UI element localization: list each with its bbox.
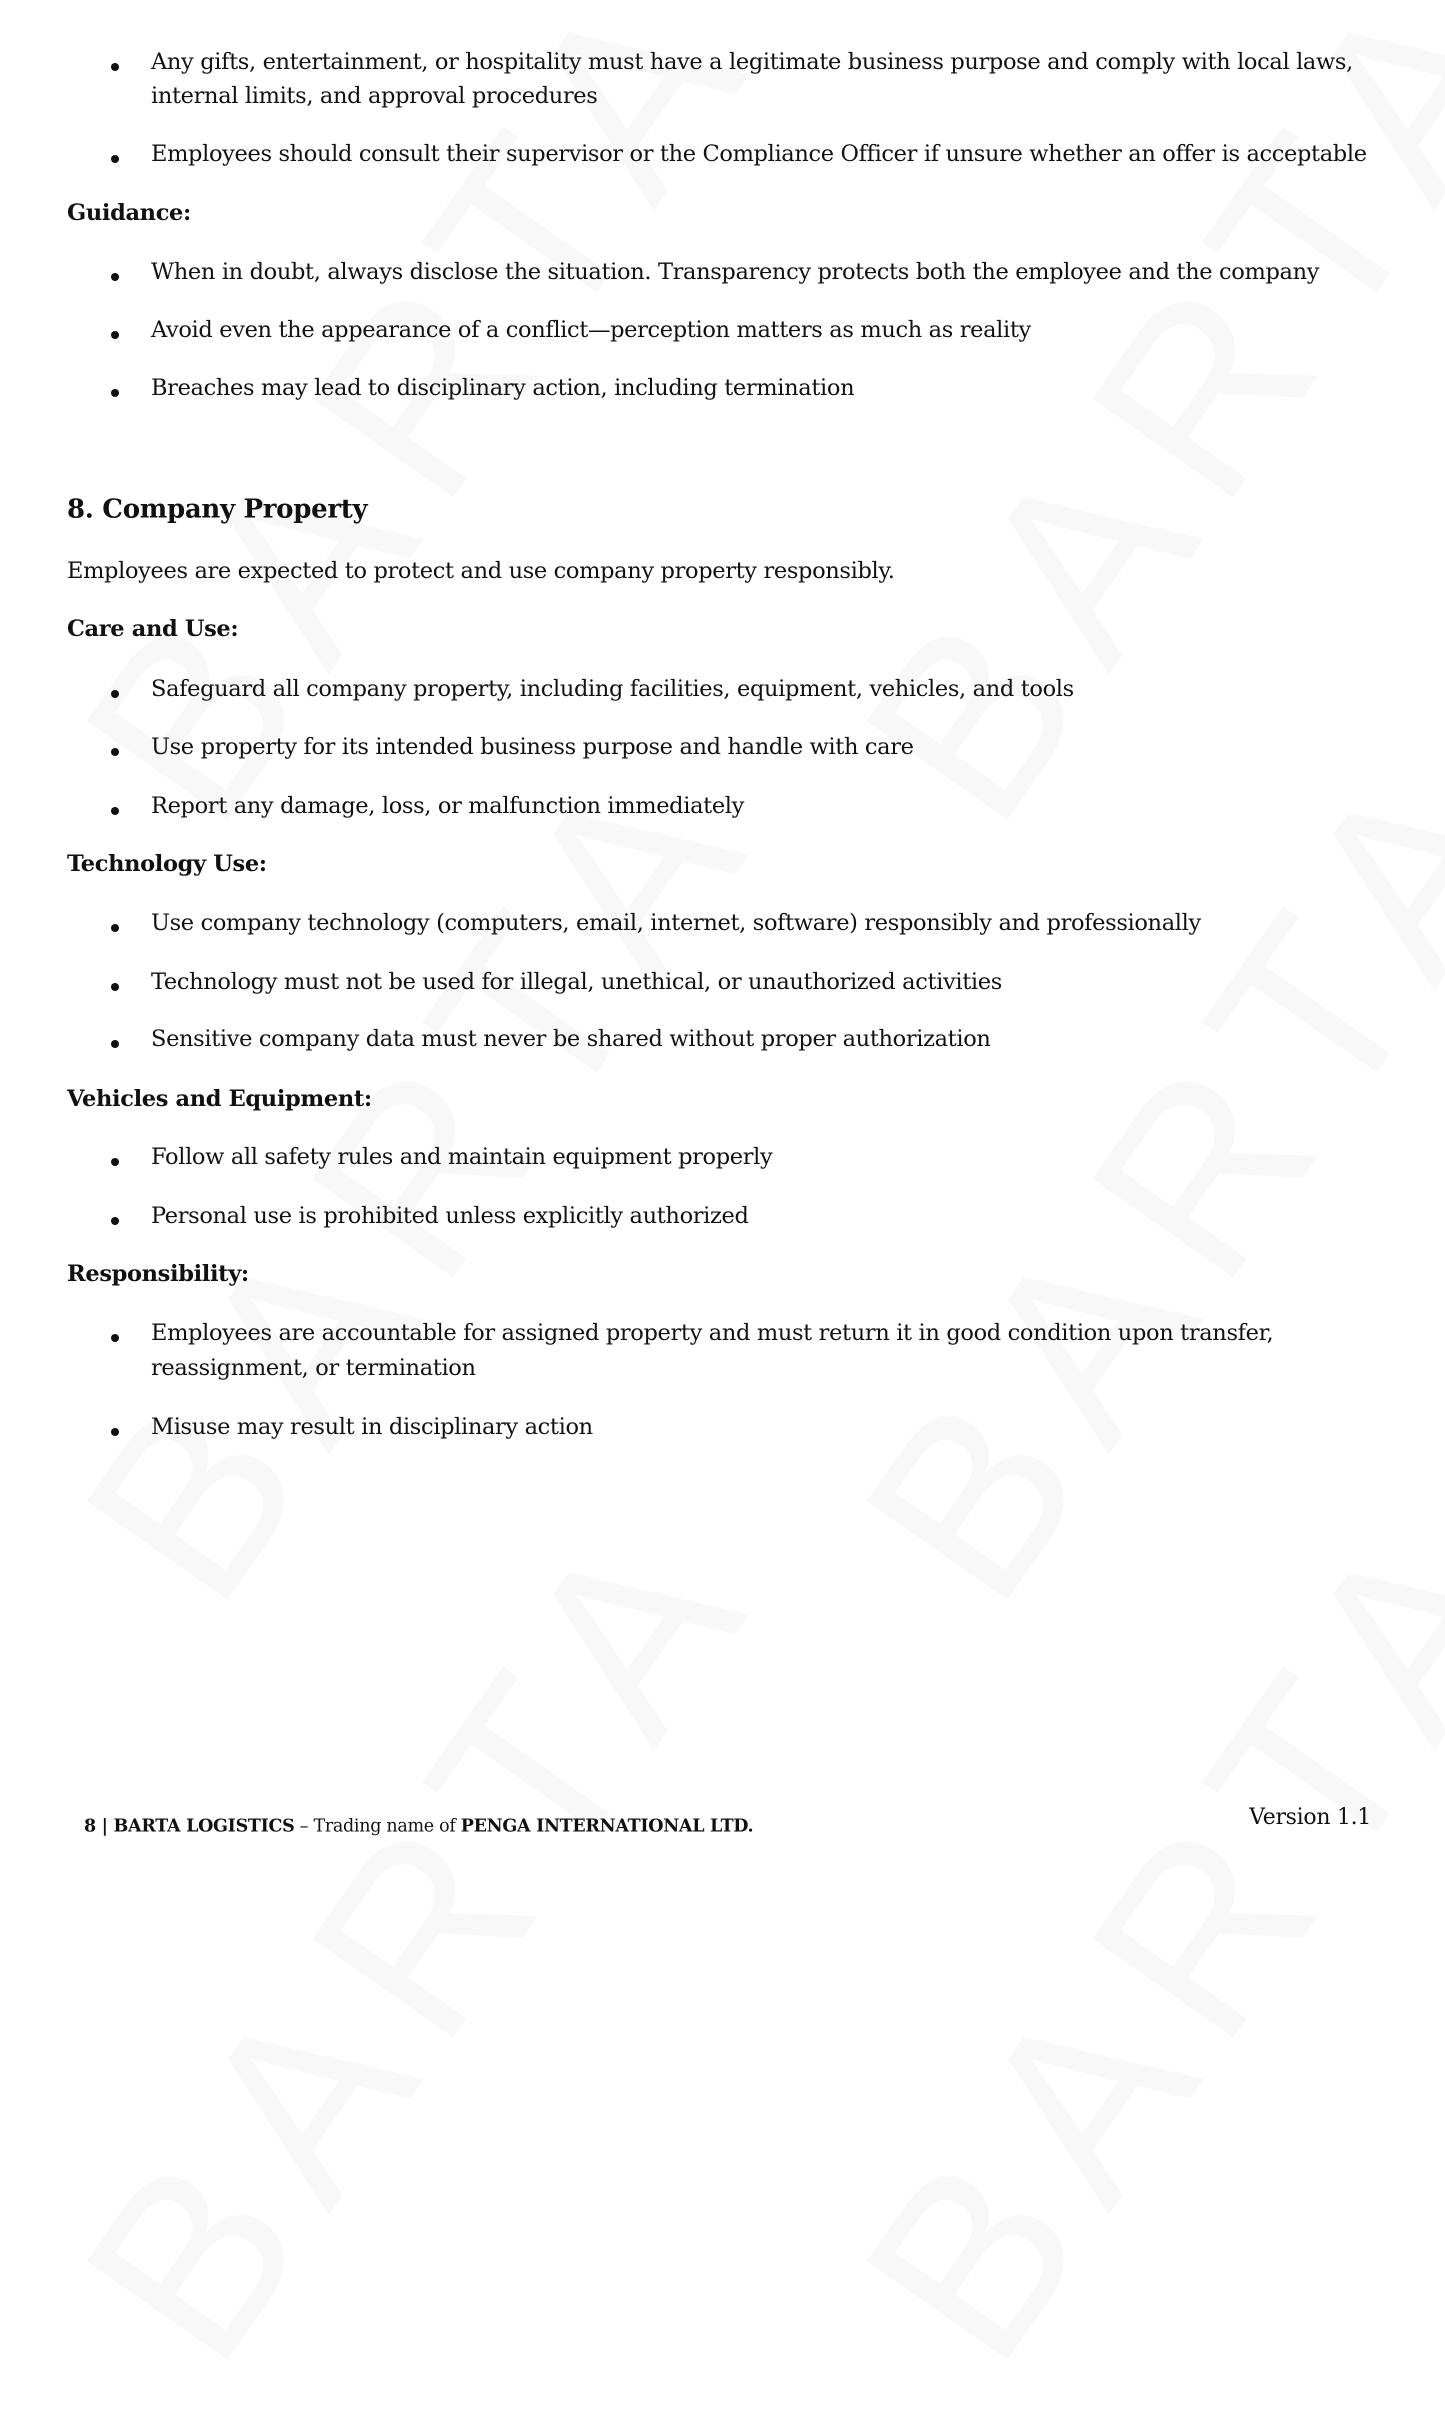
list-item-text: Use property for its intended business purpose and handle with care — [151, 733, 914, 760]
list-item-text: Follow all safety rules and maintain equipment properly — [151, 1143, 773, 1170]
bullet-icon — [111, 63, 119, 71]
bullet-icon — [111, 748, 119, 756]
footer-separator: | — [95, 1816, 114, 1837]
responsibility-label: Responsibility: — [67, 1260, 249, 1287]
section-heading: 8. Company Property — [67, 494, 368, 525]
bullet-icon — [111, 1158, 119, 1166]
watermark — [807, 698, 1445, 1649]
guidance-label: Guidance: — [67, 199, 191, 226]
bullet-icon — [111, 331, 119, 339]
bullet-icon — [111, 807, 119, 815]
technology-label: Technology Use: — [67, 850, 267, 877]
footer-parent-company: PENGA INTERNATIONAL LTD. — [460, 1816, 754, 1837]
bullet-icon — [111, 983, 119, 991]
bullet-icon — [111, 1217, 119, 1225]
vehicles-label: Vehicles and Equipment: — [67, 1085, 372, 1112]
watermark — [27, 698, 813, 1649]
list-item-text: reassignment, or termination — [151, 1354, 476, 1381]
bullet-icon — [111, 690, 119, 698]
list-item-text: Personal use is prohibited unless explicitly authorized — [151, 1202, 749, 1229]
list-item-text: Misuse may result in disciplinary action — [151, 1413, 593, 1440]
care-label: Care and Use: — [67, 615, 239, 642]
list-item-text: Technology must not be used for illegal, unethical, or unauthorized activities — [151, 968, 1002, 995]
bullet-icon — [111, 924, 119, 932]
list-item-text: Sensitive company data must never be shared without proper authorization — [151, 1025, 991, 1052]
bullet-icon — [111, 389, 119, 397]
section-intro: Employees are expected to protect and use company property responsibly. — [67, 557, 895, 584]
page-number: 8 — [84, 1816, 96, 1837]
bullet-icon — [111, 1040, 119, 1048]
list-item-text: Any gifts, entertainment, or hospitality must have a legitimate business purpose and comply with local laws, — [151, 48, 1353, 75]
list-item-text: When in doubt, always disclose the situation. Transparency protects both the employee and the company — [151, 258, 1320, 285]
bullet-icon — [111, 1334, 119, 1342]
list-item-text: Breaches may lead to disciplinary action, including termination — [151, 374, 855, 401]
bullet-icon — [111, 155, 119, 163]
list-item-text: Employees should consult their supervisor or the Compliance Officer if unsure whether an offer is acceptable — [151, 140, 1367, 167]
list-item-text: Employees are accountable for assigned property and must return it in good condition upon transfer, — [151, 1319, 1274, 1346]
watermark — [27, 1458, 813, 2409]
list-item-text: internal limits, and approval procedures — [151, 82, 598, 109]
watermark — [807, 1458, 1445, 2409]
list-item-text: Safeguard all company property, including facilities, equipment, vehicles, and tools — [151, 675, 1074, 702]
page-footer — [84, 1817, 753, 1837]
footer-company: BARTA LOGISTICS — [113, 1816, 295, 1837]
bullet-icon — [111, 1428, 119, 1436]
version-label: Version 1.1 — [1249, 1805, 1371, 1830]
list-item-text: Use company technology (computers, email, internet, software) responsibly and professionally — [151, 909, 1201, 936]
list-item-text: Avoid even the appearance of a conflict—perception matters as much as reality — [151, 316, 1031, 343]
bullet-icon — [111, 273, 119, 281]
footer-trading-text: – Trading name of — [294, 1816, 461, 1837]
list-item-text: Report any damage, loss, or malfunction immediately — [151, 792, 745, 819]
